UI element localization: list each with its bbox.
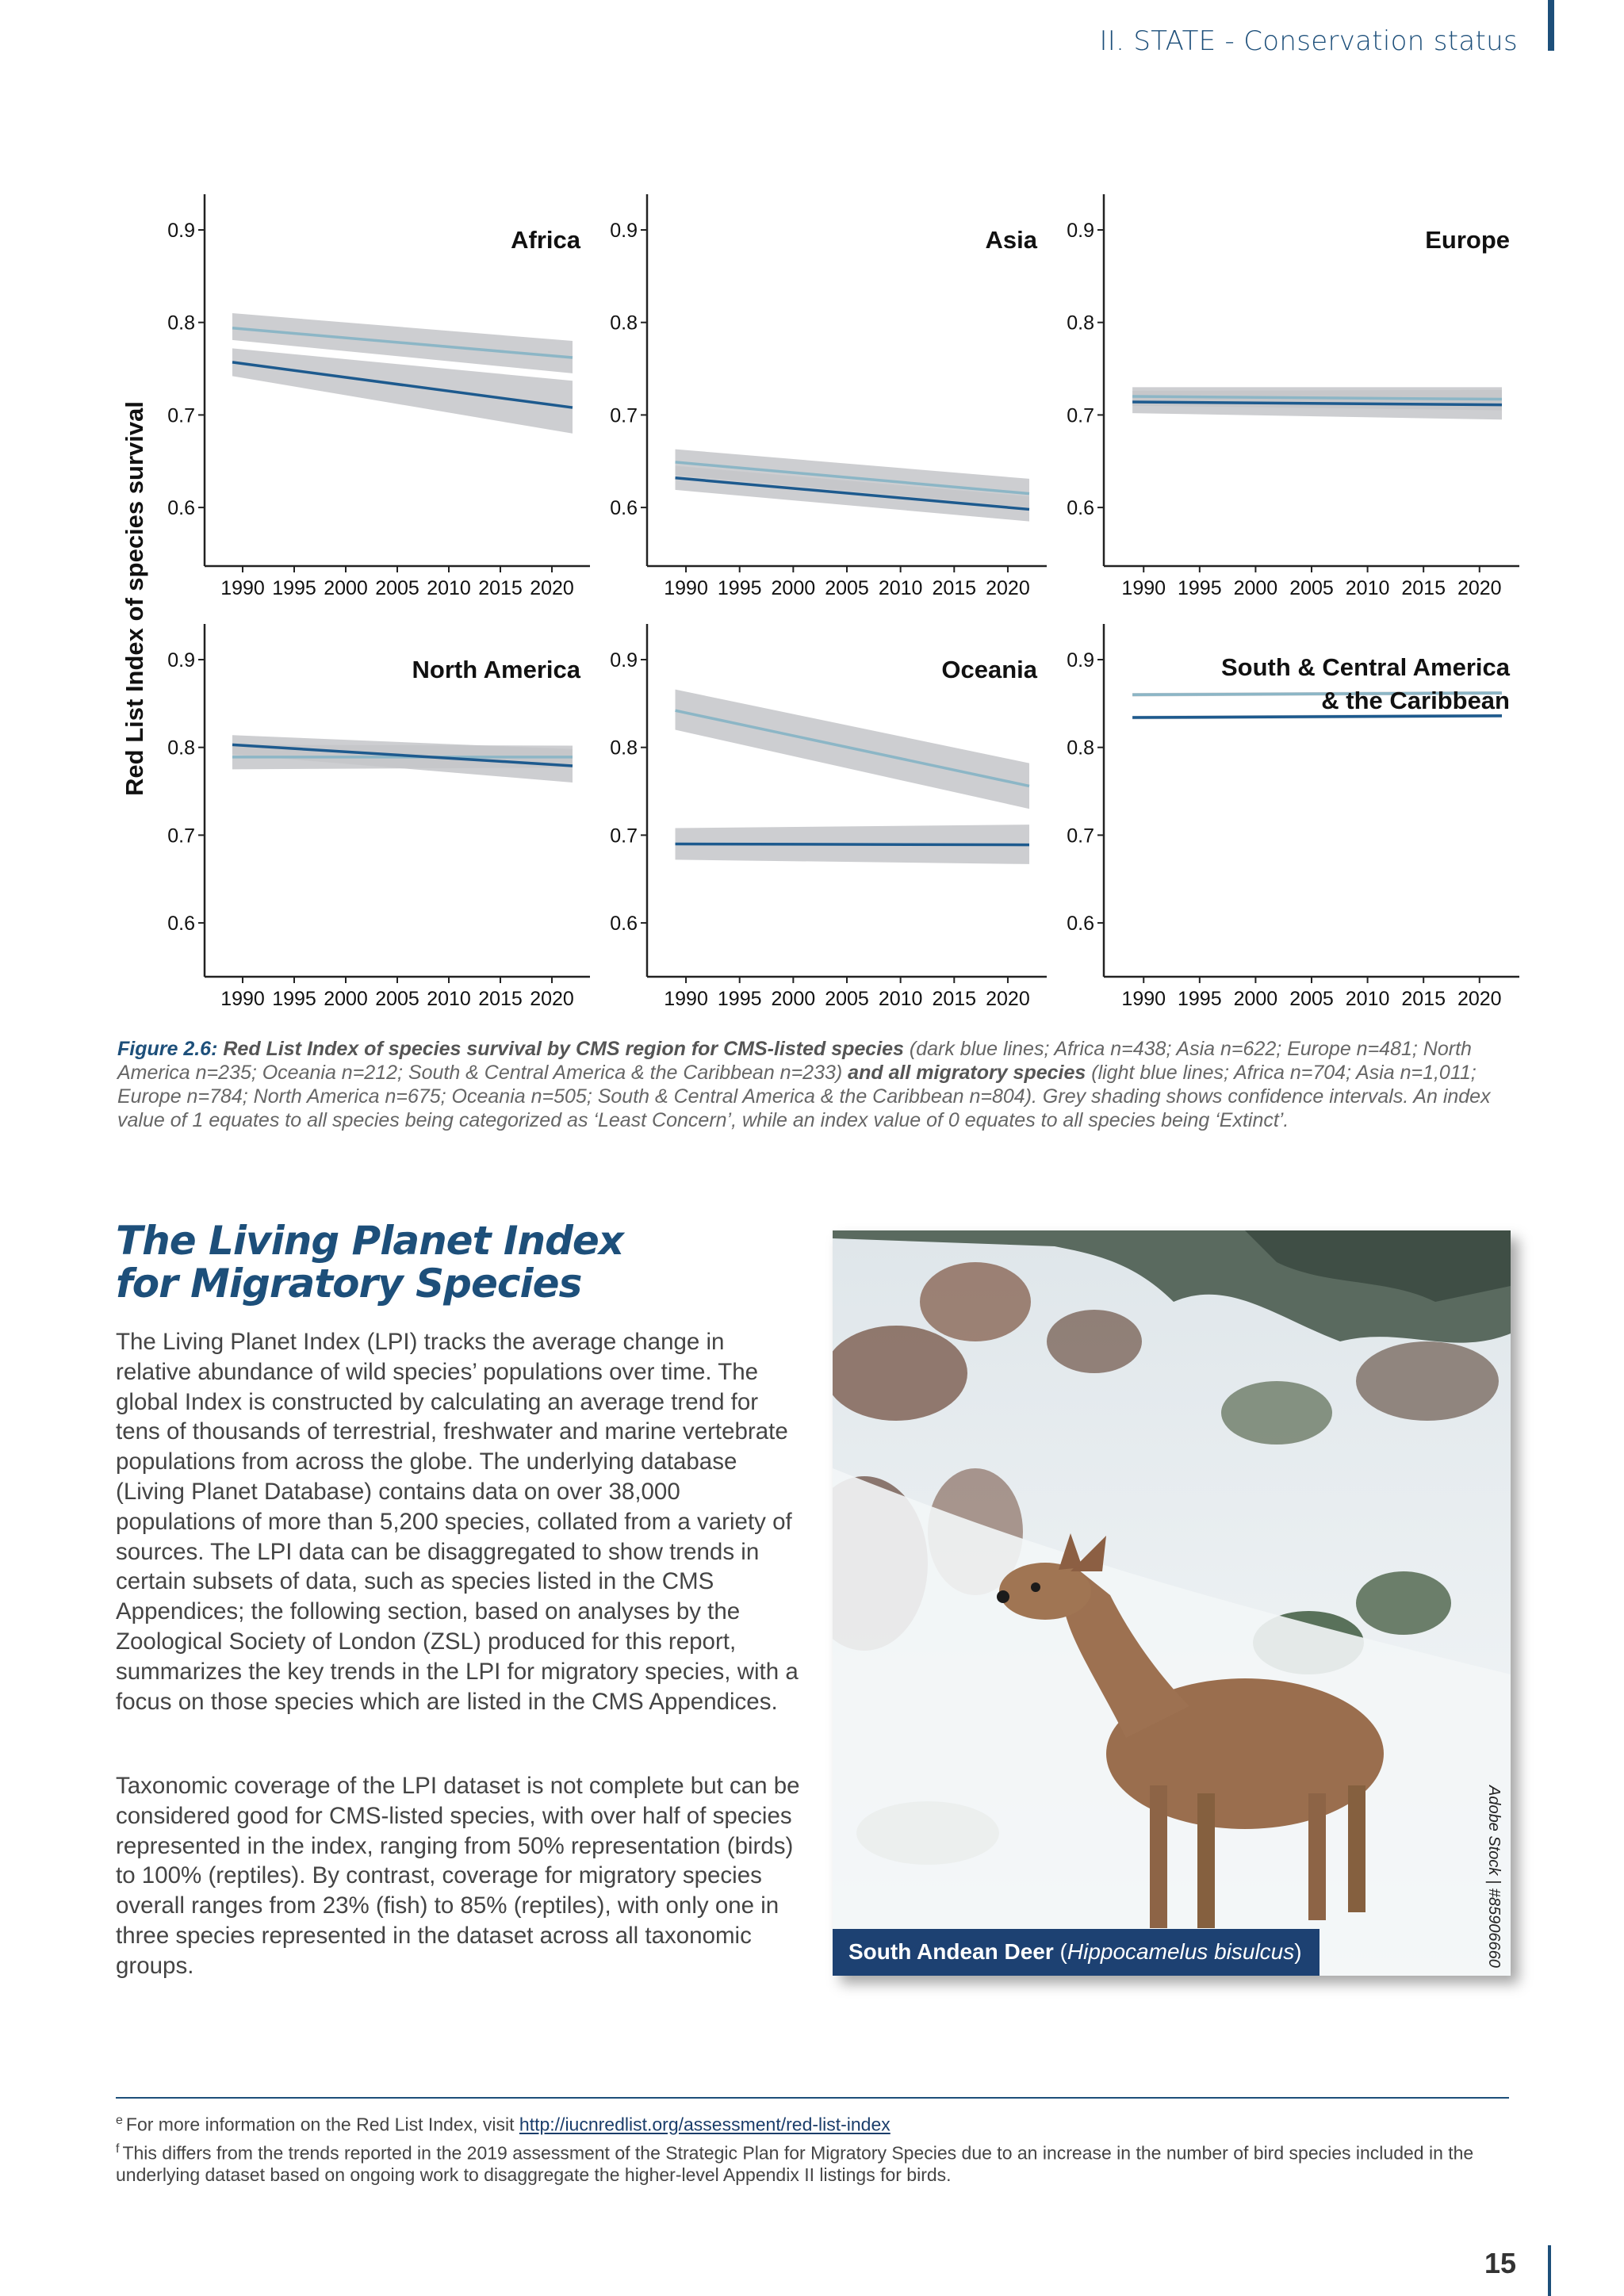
panel-5-x-tick-label: 2015 (932, 988, 977, 1010)
panel-5-x-tick-label: 1990 (664, 988, 708, 1010)
footnote-e-text: For more information on the Red List Index, visit (125, 2114, 519, 2135)
panel-1-region-title: Africa (511, 226, 580, 254)
body-paragraph-1: The Living Planet Index (LPI) tracks the average change in relative abundance of wild species’ populations over time. The global Index is constructed by calculating an average trend for tens of thousands of terrestrial, freshwater and marine vertebrate populations from across the globe. The underlying database (Living Planet Database) contains data on over 38,000 populations of more than 5,200 species, collated from a variety of sources. The LPI data can be disaggregated to show trends in certain subsets of data, such as species listed in the CMS Appendices; the following section, based on analyses by the Zoological Society of London (ZSL) produced for this report, summarizes the key trends in the LPI for migratory species, with a focus on those species which are listed in the CMS Appendices. (116, 1329, 799, 1715)
caption-label: Figure 2.6: (117, 1038, 218, 1060)
panel-4-y-tick-label: 0.9 (167, 649, 195, 672)
panel-2-x-tick-label: 2010 (878, 577, 923, 599)
footnote-e (116, 2110, 1511, 2136)
panel-5-x-tick-label: 2000 (771, 988, 816, 1010)
panel-4-x-tick-label: 2015 (478, 988, 523, 1010)
footnote-f-text: This differs from the trends reported in the 2019 assessment of the Strategic Plan for Migratory Species due to an increase in the number of bird species included in the underlying dataset based on ongoing work to disaggregate the higher-level Appendix II listings for birds. (116, 2142, 1474, 2185)
panel-2-y-tick-label: 0.8 (610, 312, 638, 335)
section-title: The Living Planet Index for Migratory Species (116, 1218, 624, 1307)
panel-1-x-tick-label: 1995 (272, 577, 316, 599)
footnote-f (116, 2138, 1511, 2186)
figure-2-6-chart (0, 0, 1624, 1023)
panel-2-x-tick-label: 2000 (771, 577, 816, 599)
panel-2-region-title: Asia (985, 226, 1037, 254)
panel-6-x-tick-label: 2020 (1457, 988, 1502, 1010)
panel-6-y-tick-label: 0.8 (1067, 737, 1094, 760)
panel-3-y-tick-label: 0.8 (1067, 312, 1094, 335)
page-number: 15 (1484, 2247, 1516, 2279)
panel-6-x-tick-label: 2015 (1401, 988, 1446, 1010)
panel-2-x-tick-label: 2005 (825, 577, 869, 599)
panel-1-x-tick-label: 2005 (375, 577, 419, 599)
panel-5-x-tick-label: 2005 (825, 988, 869, 1010)
panel-5-y-tick-label: 0.9 (610, 649, 638, 672)
panel-1-x-tick-label: 2020 (530, 577, 574, 599)
photo-caption: South Andean Deer (Hippocamelus bisulcus) (833, 1929, 1320, 1976)
panel-6-region-title: & the Caribbean (1321, 687, 1510, 714)
red-list-index-link[interactable]: http://iucnredlist.org/assessment/red-list-index (519, 2114, 891, 2135)
panel-6-x-tick-label: 2010 (1345, 988, 1390, 1010)
panel-3-y-tick-label: 0.7 (1067, 404, 1094, 427)
panel-6-x-tick-label: 2005 (1289, 988, 1334, 1010)
footnote-e-mark: e (116, 2114, 123, 2127)
panel-4-x-tick-label: 1990 (220, 988, 265, 1010)
caption-text-1: (dark blue lines; Africa n=438; Asia n=622; Europe n=481; North America n=235; Oceania n=212; South & Central America & the Caribbean n=233) (117, 1038, 1472, 1084)
caption-text-2: (light blue lines; Africa n=704; Asia n=1,011; Europe n=784; North America n=675; Oceania n=505; South & Central America & the Caribbean n=804). Grey shading shows confidence intervals. An index value of 1 equates to all species being categorized as ‘Least Concern’, while an index value of 0 equates to all species being ‘Extinct’. (117, 1062, 1491, 1131)
panel-6-y-tick-label: 0.7 (1067, 825, 1094, 848)
panel-3-x-tick-label: 2000 (1233, 577, 1278, 599)
panel-3-x-tick-label: 2010 (1345, 577, 1390, 599)
panel-6-region-title: South & Central America (1220, 653, 1510, 681)
running-header: II. STATE - Conservation status (1099, 25, 1518, 57)
photo-credit: Adobe Stock | #85906660 (1485, 1785, 1503, 1968)
panel-2-x-tick-label: 2015 (932, 577, 977, 599)
y-axis-label: Red List Index of species survival (121, 401, 148, 796)
footer-accent-bar (1548, 2245, 1551, 2296)
photo-caption-common-name: South Andean Deer (848, 1939, 1054, 1964)
panel-3-y-tick-label: 0.6 (1067, 497, 1094, 520)
panel-4-x-tick-label: 1995 (272, 988, 316, 1010)
panel-6-x-tick-label: 2000 (1233, 988, 1278, 1010)
panel-3-x-tick-label: 1995 (1178, 577, 1222, 599)
panel-4-x-tick-label: 2020 (530, 988, 574, 1010)
panel-2-y-tick-label: 0.7 (610, 404, 638, 427)
panel-6-cms-line (1132, 716, 1502, 718)
panel-5-y-tick-label: 0.8 (610, 737, 638, 760)
panel-3-x-tick-label: 2020 (1457, 577, 1502, 599)
panel-6-x-tick-label: 1990 (1121, 988, 1166, 1010)
panel-1-y-tick-label: 0.9 (167, 220, 195, 242)
panel-4-y-tick-label: 0.6 (167, 913, 195, 936)
panel-6-y-tick-label: 0.6 (1067, 913, 1094, 936)
caption-bold-2: and all migratory species (848, 1062, 1086, 1084)
panel-5-x-tick-label: 1995 (717, 988, 762, 1010)
figure-caption (117, 1037, 1517, 1132)
body-paragraph-2: Taxonomic coverage of the LPI dataset is not complete but can be considered good for CMS-listed species, with over half of species represented in the index, ranging from 50% representation (birds) to 100% (reptiles). By contrast, coverage for migratory species overall ranges from 23% (fish) to 85% (reptiles), with only one in three species represented in the dataset across all taxonomic groups. (116, 1773, 800, 1979)
panel-4-y-tick-label: 0.8 (167, 737, 195, 760)
panel-1-x-tick-label: 2010 (427, 577, 471, 599)
panel-5-y-tick-label: 0.6 (610, 913, 638, 936)
panel-1-y-tick-label: 0.7 (167, 404, 195, 427)
deer-photo-illustration (833, 1230, 1511, 1976)
panel-1-y-tick-label: 0.6 (167, 497, 195, 520)
panel-5-y-tick-label: 0.7 (610, 825, 638, 848)
panel-6-x-tick-label: 1995 (1178, 988, 1222, 1010)
photo-caption-scientific-name: Hippocamelus bisulcus (1067, 1939, 1295, 1964)
panel-2-y-tick-label: 0.9 (610, 220, 638, 242)
panel-4-x-tick-label: 2000 (324, 988, 368, 1010)
panel-5-migratory-line (676, 710, 1029, 786)
panel-3-x-tick-label: 2015 (1401, 577, 1446, 599)
panel-1-y-tick-label: 0.8 (167, 312, 195, 335)
panel-5-x-tick-label: 2020 (986, 988, 1030, 1010)
footnote-divider (116, 2097, 1509, 2099)
panel-3-y-tick-label: 0.9 (1067, 220, 1094, 242)
footnote-f-mark: f (116, 2142, 120, 2156)
panel-1-x-tick-label: 1990 (220, 577, 265, 599)
panel-3-x-tick-label: 1990 (1121, 577, 1166, 599)
panel-5-region-title: Oceania (941, 656, 1037, 683)
panel-4-x-tick-label: 2005 (375, 988, 419, 1010)
panel-2-y-tick-label: 0.6 (610, 497, 638, 520)
deer-photo (833, 1230, 1511, 1976)
panel-3-x-tick-label: 2005 (1289, 577, 1334, 599)
panel-6-y-tick-label: 0.9 (1067, 649, 1094, 672)
panel-1-x-tick-label: 2000 (324, 577, 368, 599)
panel-4-region-title: North America (412, 656, 580, 683)
panel-2-x-tick-label: 2020 (986, 577, 1030, 599)
panel-4-x-tick-label: 2010 (427, 988, 471, 1010)
caption-bold-1: Red List Index of species survival by CMS region for CMS-listed species (223, 1038, 904, 1060)
panel-1-x-tick-label: 2015 (478, 577, 523, 599)
panel-2-x-tick-label: 1995 (717, 577, 762, 599)
panel-4-y-tick-label: 0.7 (167, 825, 195, 848)
panel-2-x-tick-label: 1990 (664, 577, 708, 599)
panel-3-region-title: Europe (1425, 226, 1510, 254)
panel-5-x-tick-label: 2010 (878, 988, 923, 1010)
